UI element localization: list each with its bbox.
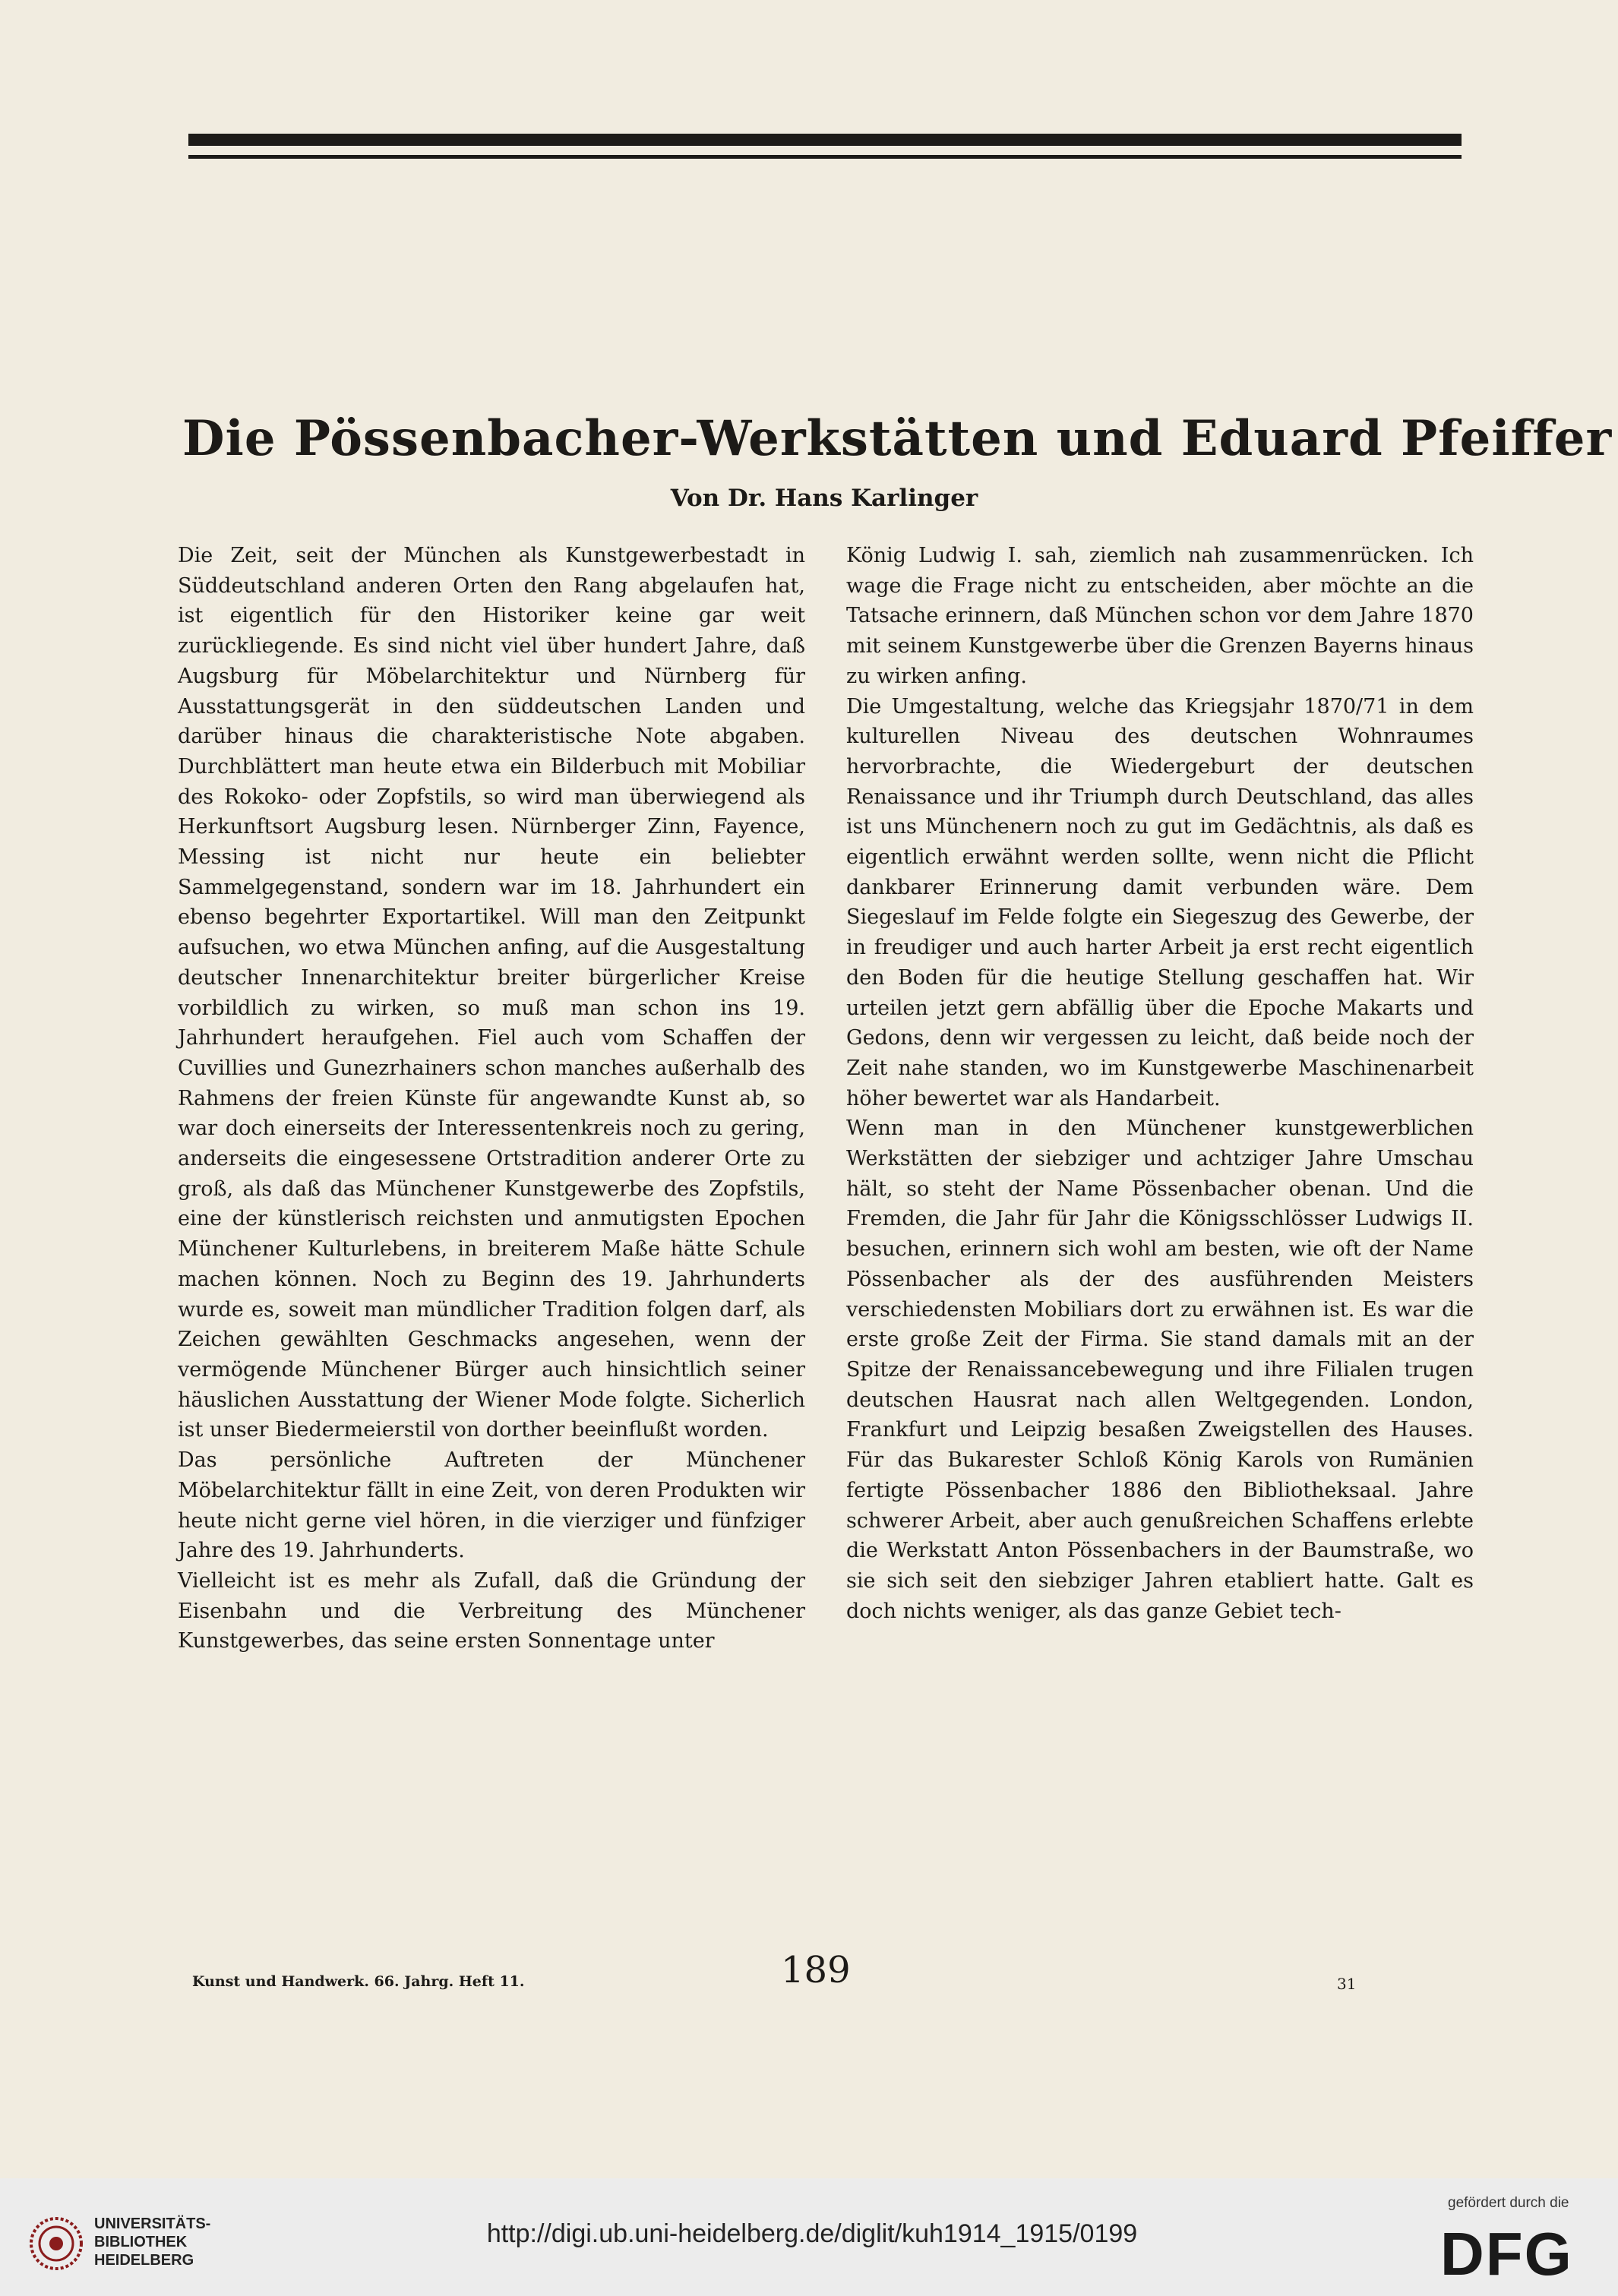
journal-reference: Kunst und Handwerk. 66. Jahrg. Heft 11. — [192, 1973, 525, 1990]
library-name: UNIVERSITÄTS- BIBLIOTHEK HEIDELBERG — [94, 2215, 211, 2269]
permalink-url[interactable]: http://digi.ub.uni-heidelberg.de/diglit/kuh1914_1915/0199 — [486, 2219, 1138, 2248]
signature-mark: 31 — [1337, 1975, 1357, 1993]
paragraph: Die Zeit, seit der München als Kunstgewerbestadt in Süddeutschland anderen Orten den Rang abgelaufen hat, ist eigentlich für den Historiker keine gar weit zurückliegende. Es sind nicht viel über hundert Jahre, daß Augsburg für Möbelarchitektur und Nürnberg für Ausstattungsgerät in den süddeutschen Landen und darüber hinaus die charakteristische Note abgaben. Durchblättert man heute etwa ein Bilderbuch mit Mobiliar des Rokoko- oder Zopfstils, so wird man überwiegend als Herkunftsort Augsburg lesen. Nürnberger Zinn, Fayence, Messing ist nicht nur heute ein beliebter Sammelgegenstand, sondern war im 18. Jahrhundert ein ebenso begehrter Exportartikel. Will man den Zeitpunkt aufsuchen, wo etwa München anfing, auf die Ausgestaltung deutscher Innenarchitektur breiter bürgerlicher Kreise vorbildlich zu wirken, so muß man schon ins 19. Jahrhundert heraufgehen. Fiel auch vom Schaffen der Cuvillies und Gunezrhainers schon manches außerhalb des Rahmens der freien Künste für angewandte Kunst ab, so war doch einerseits der Interessentenkreis noch zu gering, anderseits die eingesessene Ortstradition anderer Orte zu groß, als daß das Münchener Kunstgewerbe des Zopfstils, eine der künstlerisch reichsten und anmutigsten Epochen Münchener Kulturlebens, in breiterem Maße hätte Schule machen können. Noch zu Beginn des 19. Jahrhunderts wurde es, soweit man mündlicher Tradition folgen darf, als Zeichen gewählten Geschmacks angesehen, wenn der vermögende Münchener Bürger auch hinsichtlich seiner häuslichen Ausstattung der Wiener Mode folgte. Sicherlich ist unser Biedermeierstil von dorther beeinflußt worden. — [178, 544, 805, 1442]
text-column-left — [178, 541, 805, 1653]
header-rule-thin — [188, 155, 1462, 159]
text-column-right — [846, 541, 1474, 1623]
paragraph: König Ludwig I. sah, ziemlich nah zusammenrücken. Ich wage die Frage nicht zu entscheiden, aber möchte an die Tatsache erinnern, daß München schon vor dem Jahre 1870 mit seinem Kunstgewerbe über die Grenzen Bayerns hinaus zu wirken anfing. — [846, 544, 1474, 688]
paragraph: Vielleicht ist es mehr als Zufall, daß die Gründung der Eisenbahn und die Verbreitung des Münchener Kunstgewerbes, das seine ersten Sonnentage unter — [178, 1568, 805, 1653]
repository-bar — [0, 2178, 1618, 2296]
funded-by-label: gefördert durch die — [1448, 2195, 1569, 2211]
page-number: 189 — [781, 1949, 851, 1991]
article-title: Die Pössenbacher-Werkstätten und Eduard Pfeiffer — [182, 410, 1613, 467]
paragraph: Die Umgestaltung, welche das Kriegsjahr 1870/71 in dem kulturellen Niveau des deutschen Wohnraumes hervorbrachte, die Wiedergeburt der deutschen Renaissance und ihr Triumph durch Deutschland, das alles ist uns Münchenern noch zu gut im Gedächtnis, als daß es eigentlich erwähnt werden sollte, wenn nicht die Pflicht dankbarer Erinnerung damit verbunden wäre. Dem Siegeslauf im Felde folgte ein Siegeszug des Gewerbe, der in freudiger und auch harter Arbeit ja erst recht eigentlich den Boden für die heutige Stellung geschaffen hat. Wir urteilen jetzt gern abfällig über die Epoche Makarts und Gedons, denn wir vergessen zu leicht, daß beide noch der Zeit nahe standen, wo im Kunstgewerbe Maschinenarbeit höher bewertet war als Handarbeit. — [846, 694, 1474, 1110]
article-byline: Von Dr. Hans Karlinger — [670, 485, 978, 512]
header-rule-thick — [188, 134, 1462, 146]
dfg-logo: DFG — [1440, 2220, 1573, 2288]
university-seal-icon — [29, 2216, 84, 2271]
paragraph: Das persönliche Auftreten der Münchener Möbelarchitektur fällt in eine Zeit, von deren Produkten wir heute nicht gerne viel hören, in die vierziger und fünfziger Jahre des 19. Jahrhunderts. — [178, 1448, 805, 1563]
paragraph: Wenn man in den Münchener kunstgewerblichen Werkstätten der siebziger und achtziger Jahre Umschau hält, so steht der Name Pössenbacher obenan. Und die Fremden, die Jahr für Jahr die Königsschlösser Ludwigs II. besuchen, erinnern sich wohl am besten, wie oft der Name Pössenbacher als der des ausführenden Meisters verschiedensten Mobiliars dort zu erwähnen ist. Es war die erste große Zeit der Firma. Sie stand damals mit an der Spitze der Renaissancebewegung und ihre Filialen trugen deutschen Hausrat nach allen Weltgegenden. London, Frankfurt und Leipzig besaßen Zweigstellen des Hauses. Für das Bukarester Schloß König Karols von Rumänien fertigte Pössenbacher 1886 den Bibliotheksaal. Jahre schwerer Arbeit, aber auch genußreichen Schaffens erlebte die Werkstatt Anton Pössenbachers in der Baumstraße, wo sie sich seit den siebziger Jahren etabliert hatte. Galt es doch nichts weniger, als das ganze Gebiet tech- — [846, 1116, 1474, 1623]
